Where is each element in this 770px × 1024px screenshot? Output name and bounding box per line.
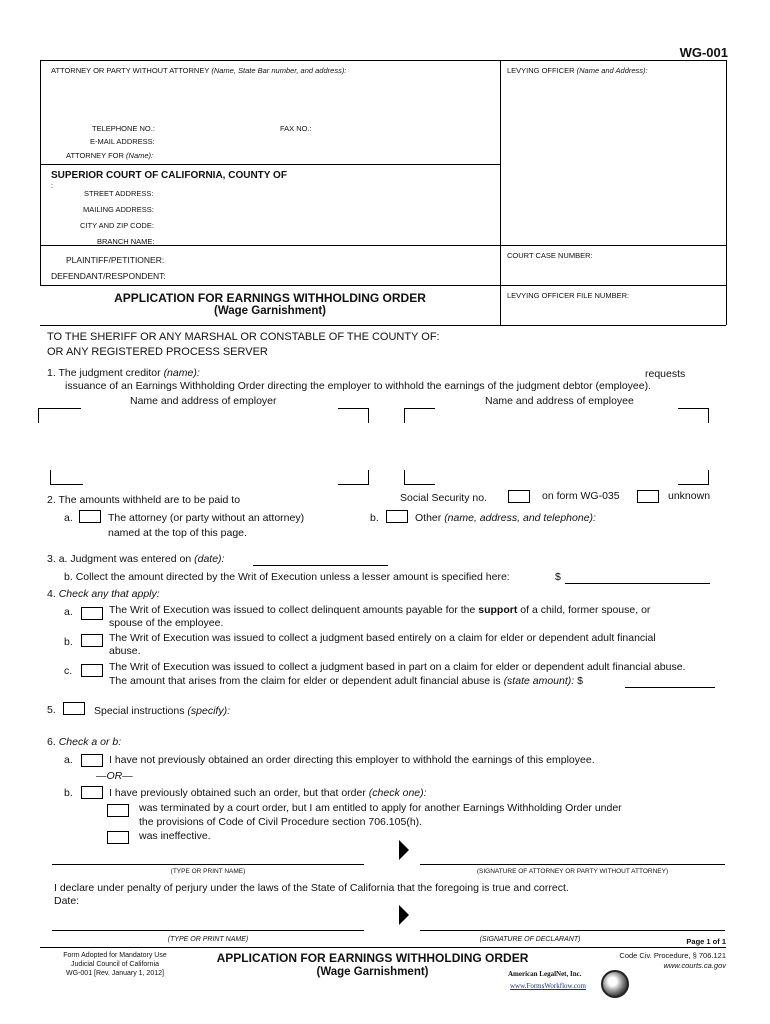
type-name-line[interactable] xyxy=(52,864,364,865)
caption-line xyxy=(40,285,726,286)
unknown-checkbox[interactable] xyxy=(637,490,659,503)
item6b2-checkbox[interactable] xyxy=(107,831,129,844)
email-label: E-MAIL ADDRESS: xyxy=(90,137,155,146)
page-number: Page 1 of 1 xyxy=(686,937,726,946)
caption-right-border xyxy=(726,60,727,325)
item4-heading: 4. Check any that apply: xyxy=(47,588,160,600)
item4c-line1: The Writ of Execution was issued to collect a judgment based in part on a claim for elder or dependent adult financial abuse. xyxy=(109,661,686,673)
form-number: WG-001 xyxy=(679,45,728,60)
telephone-label: TELEPHONE NO.: xyxy=(92,124,155,133)
ssn-checkbox[interactable] xyxy=(508,490,530,503)
item6b1-line2: the provisions of Code of Civil Procedure section 706.105(h). xyxy=(139,816,423,828)
street-label: STREET ADDRESS: xyxy=(84,189,154,198)
footer-adopted: Form Adopted for Mandatory Use Judicial Council of California WG-001 [Rev. January 1, 2012] xyxy=(63,952,167,977)
city-label: CITY AND ZIP CODE: xyxy=(80,221,154,230)
item4b-label: b. xyxy=(64,636,73,648)
footer-title: APPLICATION FOR EARNINGS WITHHOLDING ORDER xyxy=(216,951,529,965)
employee-label: Name and address of employee xyxy=(485,395,634,407)
attorney-label: ATTORNEY OR PARTY WITHOUT ATTORNEY (Name, State Bar number, and address): xyxy=(51,66,347,75)
item2a-checkbox[interactable] xyxy=(79,510,101,523)
item5-checkbox[interactable] xyxy=(63,702,85,715)
item6a-checkbox[interactable] xyxy=(81,754,103,767)
ssn-label: Social Security no. xyxy=(400,492,487,504)
mailing-label: MAILING ADDRESS: xyxy=(83,205,154,214)
declaration-text: I declare under penalty of perjury under the laws of the State of California that the foregoing is true and correct. xyxy=(54,882,569,894)
caption-subtitle: (Wage Garnishment) xyxy=(213,305,327,317)
type-name-label-2: (TYPE OR PRINT NAME) xyxy=(167,936,249,943)
plaintiff-label: PLAINTIFF/PETITIONER: xyxy=(66,255,165,265)
signature-declarant-label: (SIGNATURE OF DECLARANT) xyxy=(479,936,581,943)
item4c-checkbox[interactable] xyxy=(81,664,103,677)
item6b1-line1: was terminated by a court order, but I am entitled to apply for another Earnings Withholding Order under xyxy=(139,802,622,814)
item5-text: Special instructions (specify): xyxy=(94,705,230,717)
item4c-line2: The amount that arises from the claim for elder or dependent adult financial abuse is (state amount): $ xyxy=(109,675,583,687)
date-label: Date: xyxy=(54,895,80,907)
defendant-label: DEFENDANT/RESPONDENT: xyxy=(51,271,166,281)
item4c-label: c. xyxy=(64,665,73,677)
footer-subtitle: (Wage Garnishment) xyxy=(316,966,429,978)
intro-line2: OR ANY REGISTERED PROCESS SERVER xyxy=(47,346,268,358)
item5-num: 5. xyxy=(47,704,56,716)
item6-or: —OR— xyxy=(96,770,133,782)
item4b-checkbox[interactable] xyxy=(81,634,103,647)
item4b-line1: The Writ of Execution was issued to collect a judgment based entirely on a claim for elder or dependent adult financial xyxy=(109,632,656,644)
item1-text: 1. The judgment creditor (name): xyxy=(47,367,200,379)
item2b-label: b. xyxy=(370,512,379,524)
sign-arrow-icon xyxy=(399,840,409,860)
employee-address-area[interactable] xyxy=(404,408,708,484)
item4a-text: The Writ of Execution was issued to collect delinquent amounts payable for the support of a child, former spouse, or xyxy=(109,604,651,616)
item6b2-text: was ineffective. xyxy=(139,830,211,842)
item4a-checkbox[interactable] xyxy=(81,607,103,620)
item6a-label: a. xyxy=(64,754,73,766)
item1-requests: requests xyxy=(645,368,686,380)
item6a-text: I have not previously obtained an order directing this employer to withhold the earnings of this employee. xyxy=(109,754,595,766)
footer-code: Code Civ. Procedure, § 706.121 xyxy=(619,951,726,960)
caption-top-border xyxy=(40,60,726,61)
item3b-dollar: $ xyxy=(555,571,561,583)
type-name-line-2[interactable] xyxy=(52,930,364,931)
logo-url[interactable]: www.FormsWorkflow.com xyxy=(510,982,586,990)
type-name-label: (TYPE OR PRINT NAME) xyxy=(170,868,246,875)
court-heading: SUPERIOR COURT OF CALIFORNIA, COUNTY OF xyxy=(51,170,287,181)
item2a-text: The attorney (or party without an attorney) xyxy=(108,512,305,524)
employer-address-area[interactable] xyxy=(38,408,368,484)
item2a-label: a. xyxy=(64,512,73,524)
item2-text: 2. The amounts withheld are to be paid to xyxy=(47,494,241,506)
lesser-amount-line[interactable] xyxy=(565,583,710,584)
court-colon: : xyxy=(51,181,54,190)
item6b-label: b. xyxy=(64,787,73,799)
caption-title: APPLICATION FOR EARNINGS WITHHOLDING ORDER xyxy=(114,291,426,305)
logo-name: American LegalNet, Inc. xyxy=(508,970,582,978)
item6b-text: I have previously obtained such an order, but that order (check one): xyxy=(109,787,427,799)
court-case-label: COURT CASE NUMBER: xyxy=(507,251,593,260)
item1-line2: issuance of an Earnings Withholding Order directing the employer to withhold the earnings of the judgment debtor (employee). xyxy=(65,380,651,392)
employer-label: Name and address of employer xyxy=(130,395,277,407)
levying-file-label: LEVYING OFFICER FILE NUMBER: xyxy=(507,291,630,300)
fax-label: FAX NO.: xyxy=(280,124,312,133)
item3a-text: 3. a. Judgment was entered on (date): xyxy=(47,553,225,565)
logo-seal-icon xyxy=(601,970,629,998)
judgment-date-line[interactable] xyxy=(253,565,388,566)
item6b1-checkbox[interactable] xyxy=(107,804,129,817)
elder-abuse-amount-line[interactable] xyxy=(625,687,715,688)
item3b-text: b. Collect the amount directed by the Writ of Execution unless a lesser amount is specified here: xyxy=(64,571,510,583)
branch-label: BRANCH NAME: xyxy=(97,237,155,246)
footer-url[interactable]: www.courts.ca.gov xyxy=(663,961,726,970)
signature-attorney-label: (SIGNATURE OF ATTORNEY OR PARTY WITHOUT ATTORNEY) xyxy=(476,868,669,875)
intro-line1: TO THE SHERIFF OR ANY MARSHAL OR CONSTABLE OF THE COUNTY OF: xyxy=(47,331,440,343)
attorney-for-label: ATTORNEY FOR (Name): xyxy=(66,151,154,160)
caption-line xyxy=(40,164,500,165)
item2a-text2: named at the top of this page. xyxy=(108,527,247,539)
on-form-label: on form WG-035 xyxy=(542,490,620,502)
signature-attorney-line[interactable] xyxy=(420,864,725,865)
caption-line xyxy=(40,325,726,326)
item6b-checkbox[interactable] xyxy=(81,786,103,799)
item4b-line2: abuse. xyxy=(109,645,141,657)
sign-arrow-icon xyxy=(399,905,409,925)
item2b-checkbox[interactable] xyxy=(386,510,408,523)
caption-left-border xyxy=(40,60,41,285)
item2b-text: Other (name, address, and telephone): xyxy=(415,512,596,524)
item4a-line2: spouse of the employee. xyxy=(109,617,224,629)
levying-officer-label: LEVYING OFFICER (Name and Address): xyxy=(507,66,648,75)
item4a-label: a. xyxy=(64,606,73,618)
signature-declarant-line[interactable] xyxy=(420,930,725,931)
footer-rule xyxy=(40,947,726,948)
item6-heading: 6. Check a or b: xyxy=(47,736,122,748)
unknown-label: unknown xyxy=(668,490,711,502)
